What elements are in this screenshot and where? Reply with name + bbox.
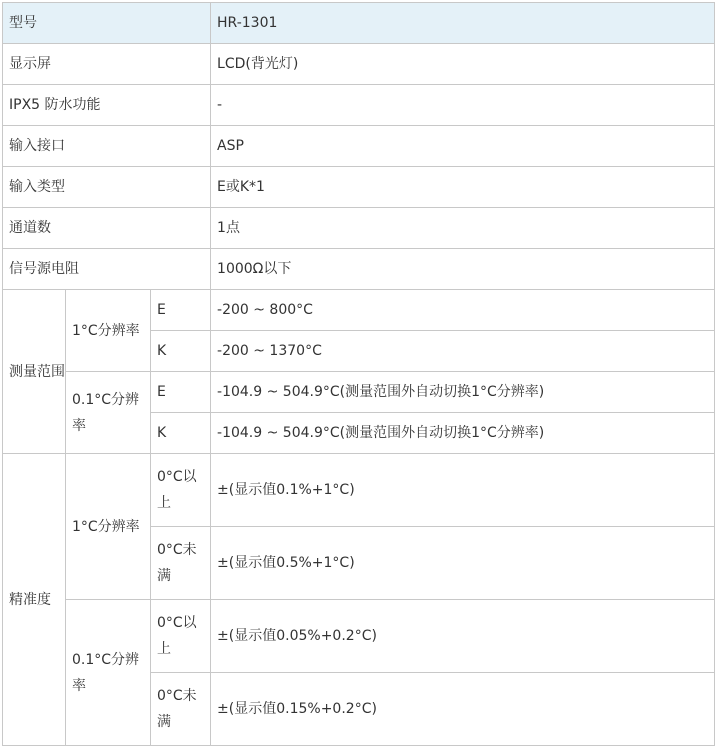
range-value: -200 ~ 800°C bbox=[211, 290, 715, 331]
table-row bbox=[3, 167, 715, 208]
row-label: 输入类型 bbox=[3, 167, 211, 208]
temperature-condition: 0°C未满 bbox=[151, 527, 211, 600]
row-label: IPX5 防水功能 bbox=[3, 85, 211, 126]
table-row bbox=[3, 208, 715, 249]
table-row bbox=[3, 454, 715, 527]
resolution-label: 1°C分辨率 bbox=[66, 290, 151, 372]
accuracy-value: ±(显示值0.1%+1°C) bbox=[211, 454, 715, 527]
table-row bbox=[3, 44, 715, 85]
temperature-condition: 0°C以上 bbox=[151, 600, 211, 673]
table-row bbox=[3, 85, 715, 126]
measurement-range-label: 测量范围 bbox=[3, 290, 66, 454]
table-row bbox=[3, 126, 715, 167]
row-value: E或K*1 bbox=[211, 167, 715, 208]
table-row bbox=[3, 372, 715, 413]
thermocouple-type: E bbox=[151, 372, 211, 413]
accuracy-value: ±(显示值0.05%+0.2°C) bbox=[211, 600, 715, 673]
thermocouple-type: K bbox=[151, 331, 211, 372]
resolution-label: 0.1°C分辨率 bbox=[66, 600, 151, 746]
row-value: LCD(背光灯) bbox=[211, 44, 715, 85]
table-row bbox=[3, 3, 715, 44]
accuracy-value: ±(显示值0.15%+0.2°C) bbox=[211, 673, 715, 746]
row-value: 1000Ω以下 bbox=[211, 249, 715, 290]
resolution-label: 1°C分辨率 bbox=[66, 454, 151, 600]
row-value: HR-1301 bbox=[211, 3, 715, 44]
thermocouple-type: K bbox=[151, 413, 211, 454]
table-row bbox=[3, 249, 715, 290]
row-value: - bbox=[211, 85, 715, 126]
row-label: 输入接口 bbox=[3, 126, 211, 167]
range-value: -104.9 ~ 504.9°C(测量范围外自动切换1°C分辨率) bbox=[211, 413, 715, 454]
row-label: 信号源电阻 bbox=[3, 249, 211, 290]
table-row bbox=[3, 600, 715, 673]
row-label: 显示屏 bbox=[3, 44, 211, 85]
row-value: ASP bbox=[211, 126, 715, 167]
temperature-condition: 0°C未满 bbox=[151, 673, 211, 746]
accuracy-label: 精准度 bbox=[3, 454, 66, 746]
range-value: -104.9 ~ 504.9°C(测量范围外自动切换1°C分辨率) bbox=[211, 372, 715, 413]
thermocouple-type: E bbox=[151, 290, 211, 331]
row-value: 1点 bbox=[211, 208, 715, 249]
row-label: 型号 bbox=[3, 3, 211, 44]
temperature-condition: 0°C以上 bbox=[151, 454, 211, 527]
resolution-label: 0.1°C分辨率 bbox=[66, 372, 151, 454]
range-value: -200 ~ 1370°C bbox=[211, 331, 715, 372]
accuracy-value: ±(显示值0.5%+1°C) bbox=[211, 527, 715, 600]
row-label: 通道数 bbox=[3, 208, 211, 249]
spec-table bbox=[2, 2, 715, 746]
table-row bbox=[3, 290, 715, 331]
